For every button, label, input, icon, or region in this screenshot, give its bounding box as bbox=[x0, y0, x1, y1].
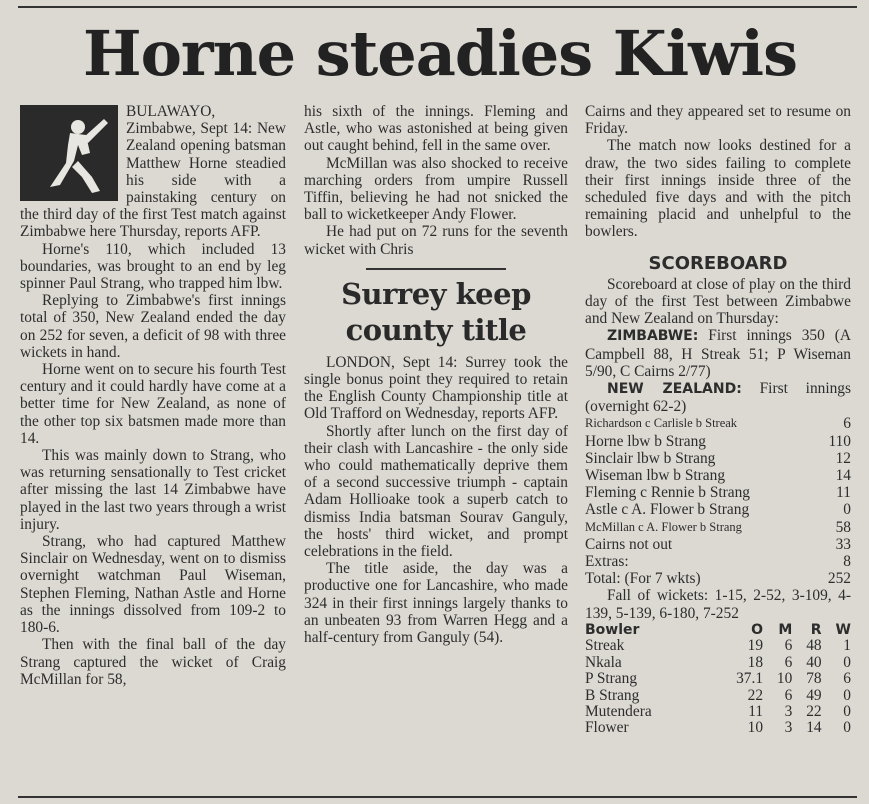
article-paragraph: LONDON, Sept 14: Surrey took the single bonus point they required to retain the English County Championship title at Old Trafford on Wednesday, reports AFP. bbox=[304, 353, 568, 423]
batsman-runs: 14 bbox=[835, 467, 851, 485]
bowling-table bbox=[585, 622, 851, 737]
batsman-dismissal: McMillan c A. Flower b Strang bbox=[585, 519, 742, 534]
batting-row bbox=[585, 570, 851, 587]
batsman-dismissal: Cairns not out bbox=[585, 535, 673, 553]
article-column-3 bbox=[585, 103, 851, 737]
team-label: ZIMBABWE: bbox=[607, 328, 699, 345]
batting-row bbox=[585, 553, 851, 570]
batsman-dismissal: Total: (For 7 wkts) bbox=[585, 570, 701, 588]
batting-row bbox=[585, 484, 851, 501]
bowling-figure: 1 bbox=[843, 637, 851, 655]
bowling-row bbox=[585, 655, 851, 671]
scoreboard-intro: Scoreboard at close of play on the third day of the first Test between Zimbabwe and New Zealand on Thursday: bbox=[585, 275, 851, 328]
bowling-column-header: O bbox=[751, 621, 764, 638]
innings-summary: First innings 350 (A Campbell 88, H Streak 51; P Wiseman 5/90, C Cairns 2/77) bbox=[585, 327, 851, 380]
batting-card bbox=[585, 415, 851, 587]
bowling-column-header: W bbox=[835, 621, 851, 638]
bowling-figure: 18 bbox=[747, 653, 764, 671]
scoreboard-title: SCOREBOARD bbox=[648, 252, 788, 274]
top-rule bbox=[18, 6, 857, 8]
bowling-figure: 6 bbox=[784, 637, 793, 655]
bowling-figure: 0 bbox=[843, 653, 851, 671]
bowling-figure: 37.1 bbox=[736, 670, 764, 688]
bowler-name: Mutendera bbox=[585, 702, 652, 720]
bowling-figure: 19 bbox=[747, 637, 764, 655]
article-paragraph: his sixth of the innings. Fleming and Astle, who was astonished at being given out caught behind, fell in the same over. bbox=[304, 103, 568, 155]
article-paragraph: This was mainly down to Strang, who was returning sensationally to Test cricket after missing the last 14 Zimbabwe have played in the last two years through a wrist injury. bbox=[20, 447, 286, 533]
bowling-row bbox=[585, 704, 851, 720]
batsman-dismissal: Sinclair lbw b Strang bbox=[585, 449, 716, 467]
batting-row bbox=[585, 450, 851, 467]
fall-of-wickets: Fall of wickets: 1-15, 2-52, 3-109, 4-139, 5-139, 6-180, 7-252 bbox=[585, 587, 851, 622]
bowling-row bbox=[585, 720, 851, 736]
new-zealand-innings bbox=[585, 380, 851, 415]
innings-summary: First innings (overnight 62-2) bbox=[585, 380, 851, 416]
article-column-2 bbox=[304, 103, 568, 646]
bowling-figure: 48 bbox=[806, 637, 822, 655]
batsman-runs: 12 bbox=[835, 449, 851, 467]
bowling-figure: 11 bbox=[748, 702, 764, 720]
batting-row bbox=[585, 501, 851, 518]
bowling-figure: 78 bbox=[806, 670, 822, 688]
article-paragraph: The title aside, the day was a productive one for Lancashire, who made 324 in their first innings largely thanks to an unbeaten 93 from Warren Hegg and a half-century from Ganguly (54). bbox=[304, 560, 568, 647]
bottom-rule bbox=[18, 796, 857, 798]
bowling-figure: 0 bbox=[843, 719, 851, 737]
batsman-runs: 110 bbox=[828, 432, 851, 450]
bowling-row bbox=[585, 688, 851, 704]
bowling-header-row bbox=[585, 622, 851, 638]
batsman-dismissal: Wiseman lbw b Strang bbox=[585, 467, 726, 485]
batsman-runs: 33 bbox=[835, 535, 851, 553]
bowling-figure: 14 bbox=[806, 719, 822, 737]
batsman-dismissal: Extras: bbox=[585, 553, 629, 571]
batsman-runs: 252 bbox=[827, 570, 851, 588]
bowling-column-header: M bbox=[778, 621, 793, 638]
bowling-figure: 6 bbox=[784, 686, 793, 704]
batsman-runs: 11 bbox=[836, 484, 851, 502]
batsman-dismissal: Astle c A. Flower b Strang bbox=[585, 501, 750, 519]
bowling-row bbox=[585, 638, 851, 654]
article-paragraph: He had put on 72 runs for the seventh wicket with Chris bbox=[304, 223, 568, 258]
batsman-dismissal: Richardson c Carlisle b Streak bbox=[585, 416, 738, 431]
bowling-column-header: R bbox=[810, 621, 822, 638]
article-paragraph: Replying to Zimbabwe's first innings total of 350, New Zealand ended the day on 252 for seven, a deficit of 98 with three wickets in hand. bbox=[20, 292, 286, 361]
bowler-name: Flower bbox=[585, 719, 629, 737]
bowler-name: Nkala bbox=[585, 653, 622, 671]
bowler-name: B Strang bbox=[585, 686, 640, 704]
headline: Horne steadies Kiwis bbox=[83, 17, 797, 90]
article-paragraph: Cairns and they appeared set to resume on Friday. bbox=[585, 103, 851, 138]
bowling-figure: 6 bbox=[843, 670, 851, 688]
bowling-figure: 0 bbox=[843, 686, 851, 704]
bowling-figure: 22 bbox=[806, 702, 822, 720]
batsman-runs: 58 bbox=[835, 518, 851, 536]
batsman-runs: 0 bbox=[843, 501, 851, 519]
bowling-figure: 3 bbox=[784, 719, 793, 737]
bowling-figure: 22 bbox=[747, 686, 764, 704]
sub-headline: Surrey keep county title bbox=[341, 276, 531, 347]
article-paragraph: The match now looks destined for a draw, the two sides failing to complete their first innings inside three of the scheduled five days and with the pitch remaining placid and unhelpful to the bowlers. bbox=[585, 137, 851, 241]
bowling-figure: 6 bbox=[784, 653, 793, 671]
bowling-row bbox=[585, 671, 851, 687]
article-column-1 bbox=[20, 103, 286, 688]
section-divider bbox=[366, 268, 506, 270]
zimbabwe-innings bbox=[585, 327, 851, 380]
batsman-dismissal: Fleming c Rennie b Strang bbox=[585, 484, 750, 502]
cricketer-photo bbox=[20, 105, 118, 201]
bowling-figure: 0 bbox=[843, 702, 851, 720]
bowling-figure: 10 bbox=[776, 670, 793, 688]
article-paragraph: Then with the final ball of the day Strang captured the wicket of Craig McMillan for 58, bbox=[20, 636, 286, 688]
batting-row bbox=[585, 467, 851, 484]
bowling-figure: 3 bbox=[784, 702, 793, 720]
bowling-figure: 10 bbox=[747, 719, 764, 737]
bowling-column-header: Bowler bbox=[585, 621, 640, 638]
bowling-figure: 40 bbox=[806, 653, 822, 671]
bowler-name: P Strang bbox=[585, 670, 638, 688]
batting-row bbox=[585, 519, 851, 536]
batting-row bbox=[585, 415, 851, 432]
article-paragraph: Strang, who had captured Matthew Sinclair on Wednesday, went on to dismiss overnight watchman Paul Wiseman, Stephen Fleming, Nathan Astle and Horne as the innings dissolved from 109-2 to 180-6. bbox=[20, 533, 286, 637]
bowling-figure: 49 bbox=[806, 686, 822, 704]
batsman-dismissal: Horne lbw b Strang bbox=[585, 432, 706, 450]
article-paragraph: Shortly after lunch on the first day of their clash with Lancashire - the only side who could mathematically deprive them of a second successive triumph - captain Adam Hollioake took a superb catch to dismiss India batsman Sourav Ganguly, the hosts' third wicket, and prompt celebrations in the field. bbox=[304, 422, 568, 561]
article-paragraph: Horne's 110, which included 13 boundaries, was brought to an end by leg spinner Paul Strang, who trapped him lbw. bbox=[20, 240, 286, 293]
article-paragraph: BULAWAYO, Zimbabwe, Sept 14: New Zealand opening batsman Matthew Horne steadied his side with a painstaking century on the third day of the first Test match against Zimbabwe here Thursday, reports AFP. bbox=[20, 103, 286, 241]
batting-row bbox=[585, 536, 851, 553]
batting-row bbox=[585, 433, 851, 450]
batsman-runs: 6 bbox=[843, 415, 851, 433]
bowler-name: Streak bbox=[585, 637, 625, 655]
article-paragraph: McMillan was also shocked to receive marching orders from umpire Russell Tiffin, believing he had not snicked the ball to wicketkeeper Andy Flower. bbox=[304, 154, 568, 224]
article-paragraph: Horne went on to secure his fourth Test century and it could hardly have come at a better time for New Zealand, as none of the other top six batsmen made more than 14. bbox=[20, 361, 286, 447]
batsman-runs: 8 bbox=[843, 553, 851, 571]
team-label: NEW ZEALAND: bbox=[607, 381, 742, 398]
